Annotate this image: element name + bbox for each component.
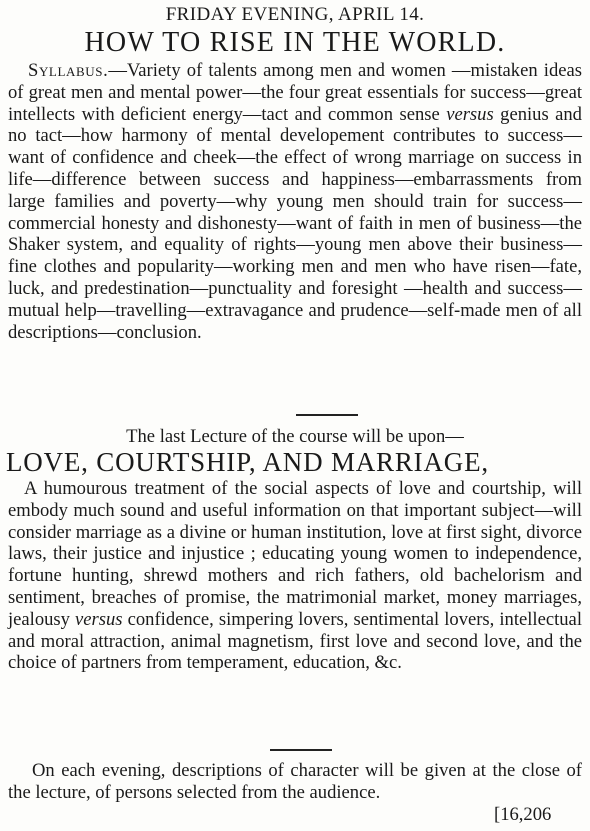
syllabus-paragraph <box>8 60 582 343</box>
description-text-part-2: confidence, simpering lovers, sentimental lovers, intellectual and moral attraction, animal magnetism, first love and second love, and the choice of partners from temperament, education, &c. <box>8 608 582 674</box>
description-italic-versus: versus <box>75 608 123 630</box>
final-lecture-title: LOVE, COURTSHIP, AND MARRIAGE, <box>6 447 489 477</box>
final-lecture-lead-in: The last Lecture of the course will be upon— <box>126 426 464 447</box>
divider-rule <box>296 414 358 416</box>
syllabus-label: Syllabus. <box>28 60 109 81</box>
syllabus-italic-versus: versus <box>446 103 494 125</box>
description-text-part-1: A humourous treatment of the social aspects of love and courtship, will embody much sound and useful information on that important subject—will consider marriage as a divine or human institution, love at first sight, divorce laws, their justice and injustice ; educating young women to independence, fortune hunting, shrewd mothers and rich fathers, old bachelorism and sentiment, breaches of promise, the matrimonial market, money marriages, jealousy <box>8 478 582 630</box>
closing-paragraph: On each evening, descriptions of character will be given at the close of the lecture, of persons selected from the audience. <box>8 760 582 803</box>
date-heading: FRIDAY EVENING, APRIL 14. <box>165 4 425 25</box>
syllabus-text-part-2: genius and no tact—how harmony of mental developement contributes to success—want of confidence and cheek—the effect of wrong marriage on success in life—difference between success and happiness—embarrassments from large families and poverty—why young men should train for success—commercial honesty and dishonesty—want of faith in men of business—the Shaker system, and equality of rights—young men above their business—fine clothes and popularity—working men and men who have risen—fate, luck, and predestination—punctuality and foresight —health and success—mutual help—travelling—extravagance and prudence—self-made men of all descriptions—conclusion. <box>8 103 582 343</box>
syllabus-text-part-1: —Variety of talents among men and women —mistaken ideas of great men and mental power—the four great essentials for success—great intellects with deficient energy—tact and common sense <box>8 60 582 125</box>
divider-rule <box>270 749 332 751</box>
final-lecture-description <box>8 478 582 674</box>
advert-reference-number: [16,206 <box>494 804 552 825</box>
lecture-title: HOW TO RISE IN THE WORLD. <box>84 27 506 58</box>
